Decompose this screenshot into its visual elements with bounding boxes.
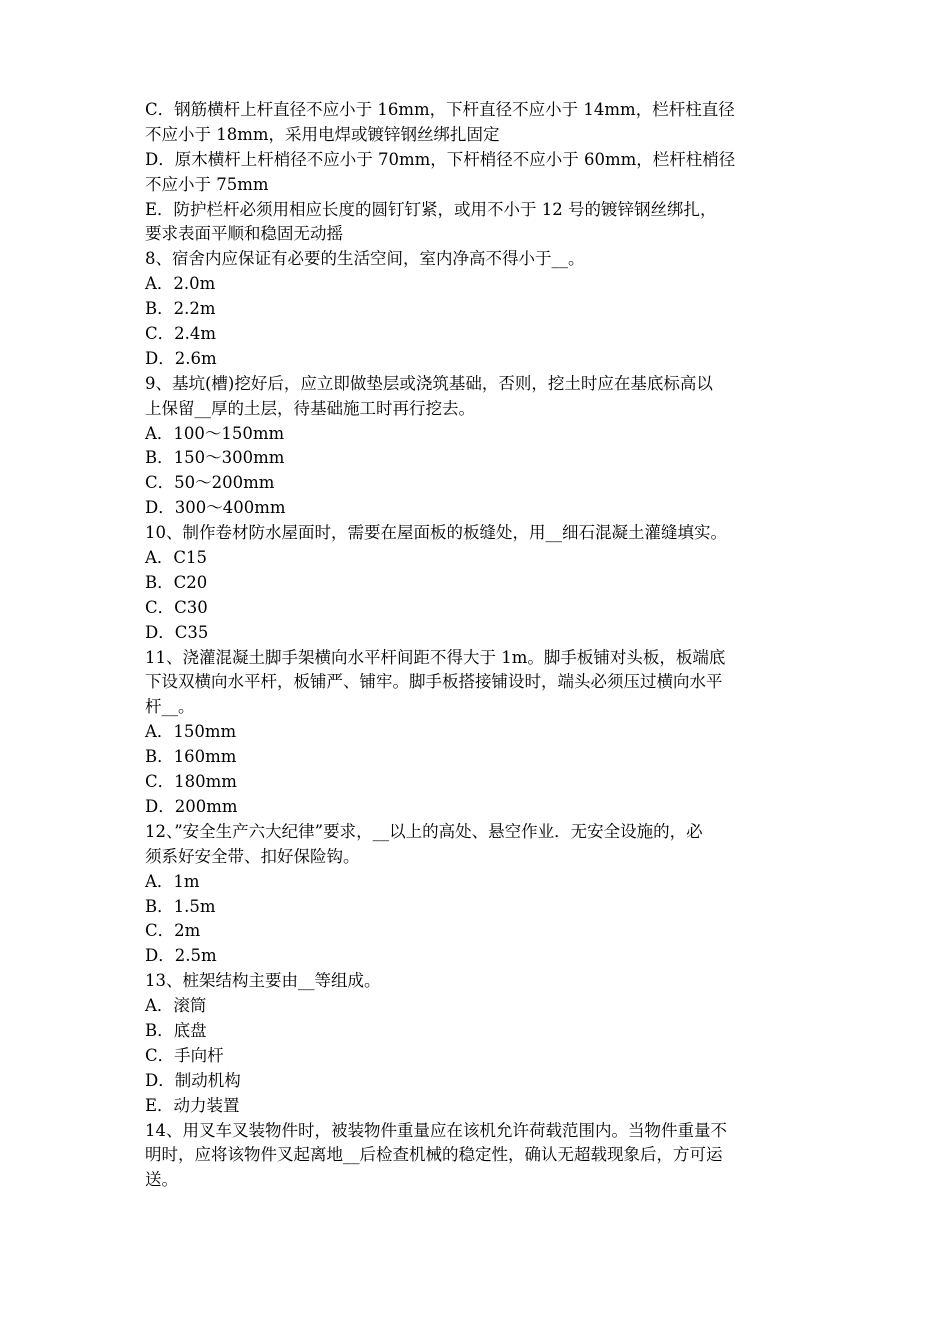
option-line: B．底盘	[145, 1020, 207, 1040]
option-line: A．2.0m	[145, 274, 216, 294]
text-line: 须系好安全带、扣好保险钩。	[145, 846, 360, 866]
option-line: D．200mm	[145, 796, 238, 816]
text-line: 上保留__厚的土层，待基础施工时再行挖去。	[145, 398, 475, 418]
option-line: C．2.4m	[145, 324, 217, 344]
option-line: A．滚筒	[145, 996, 207, 1016]
option-line: A．C15	[145, 548, 208, 568]
text-line: 不应小于 75mm	[145, 174, 269, 194]
option-line: B．1.5m	[145, 896, 216, 916]
text-line: 杆__。	[145, 697, 195, 717]
text-line: D．原木横杆上杆梢径不应小于 70mm，下杆梢径不应小于 60mm，栏杆柱梢径	[145, 149, 736, 169]
option-line: D．制动机构	[145, 1070, 241, 1090]
question-11: 11、浇灌混凝土脚手架横向水平杆间距不得大于 1m。脚手板铺对头板，板端底	[145, 647, 726, 667]
option-line: C．50～200mm	[145, 473, 275, 493]
question-13: 13、桩架结构主要由__等组成。	[145, 971, 381, 991]
option-line: C．2m	[145, 921, 201, 941]
option-line: B．2.2m	[145, 299, 216, 319]
option-line: E．动力装置	[145, 1095, 240, 1115]
option-line: C．C30	[145, 597, 208, 617]
text-line: 不应小于 18mm，采用电焊或镀锌钢丝绑扎固定	[145, 124, 500, 144]
question-12: 12、”安全生产六大纪律”要求，__以上的高处、悬空作业．无安全设施的，必	[145, 821, 703, 841]
document-body	[145, 98, 813, 1193]
text-line: 明时，应将该物件叉起离地__后检查机械的稳定性，确认无超载现象后，方可运	[145, 1145, 723, 1165]
option-line: A．150mm	[145, 722, 237, 742]
question-10: 10、制作卷材防水屋面时，需要在屋面板的板缝处，用__细石混凝土灌缝填实。	[145, 523, 727, 543]
text-line: C．钢筋横杆上杆直径不应小于 16mm，下杆直径不应小于 14mm，栏杆柱直径	[145, 100, 735, 119]
question-8: 8、宿舍内应保证有必要的生活空间，室内净高不得小于__。	[145, 249, 585, 269]
option-line: B．C20	[145, 572, 208, 592]
option-line: B．150～300mm	[145, 448, 285, 468]
text-line: E．防护栏杆必须用相应长度的圆钉钉紧，或用不小于 12 号的镀锌钢丝绑扎，	[145, 199, 717, 219]
option-line: C．180mm	[145, 772, 237, 792]
question-9: 9、基坑(槽)挖好后，应立即做垫层或浇筑基础，否则，挖土时应在基底标高以	[145, 373, 713, 393]
text-line: 要求表面平顺和稳固无动摇	[145, 224, 343, 244]
option-line: A．100～150mm	[145, 423, 285, 443]
option-line: D．2.6m	[145, 348, 217, 368]
option-line: C．手向杆	[145, 1045, 224, 1065]
option-line: D．C35	[145, 622, 209, 642]
option-line: A．1m	[145, 871, 200, 891]
option-line: D．2.5m	[145, 946, 217, 966]
text-line: 下设双横向水平杆，板铺严、铺牢。脚手板搭接铺设时，端头必须压过横向水平	[145, 672, 723, 692]
text-line: 送。	[145, 1170, 178, 1190]
option-line: B．160mm	[145, 747, 237, 767]
option-line: D．300～400mm	[145, 498, 286, 518]
question-14: 14、用叉车叉装物件时，被装物件重量应在该机允许荷载范围内。当物件重量不	[145, 1120, 727, 1140]
